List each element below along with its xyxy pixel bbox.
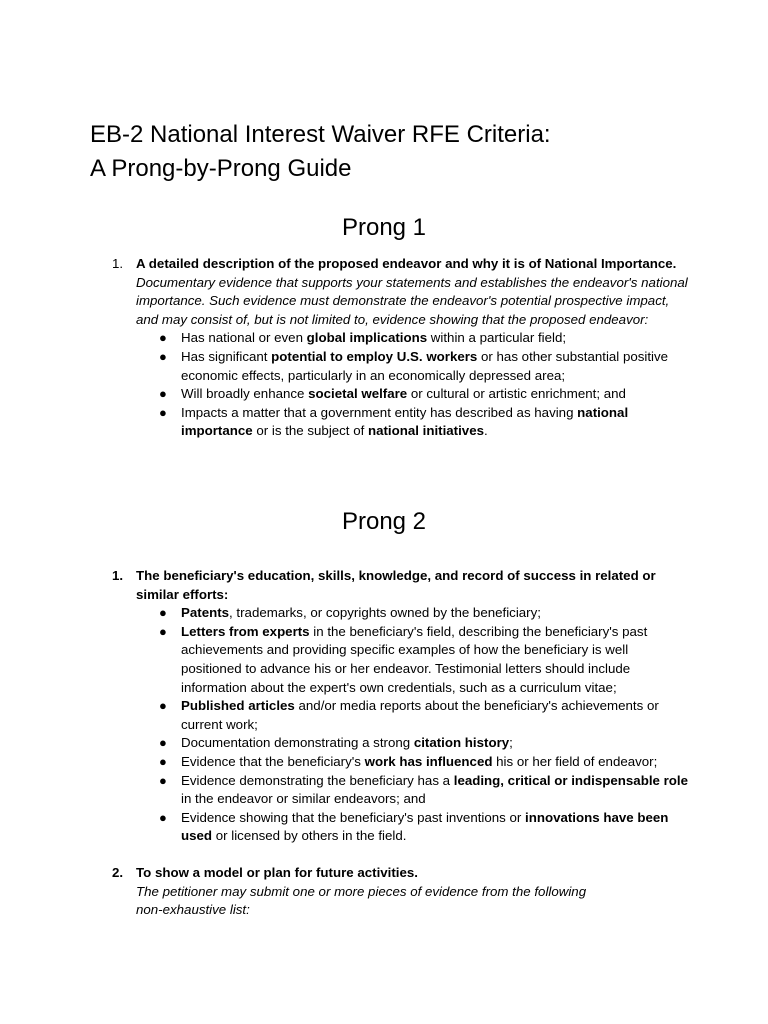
title-line-2: A Prong-by-Prong Guide [90,155,352,182]
bullet-icon: ● [159,753,167,769]
bullet-item: ● Published articles and/or media reports about the beneficiary's achievements or current work; [159,698,659,732]
prong-2-item-1 [112,567,692,846]
bullet-item: ● Evidence that the beneficiary's work has influenced his or her field of endeavor; [181,753,692,772]
prong-1-heading: Prong 1 [341,214,427,241]
title-line-1: EB-2 National Interest Waiver RFE Criteria: [90,121,551,148]
list-number: 1. [112,256,124,271]
prong-2-list [112,567,692,920]
bullet-icon: ● [159,386,167,402]
bullet-icon: ● [159,772,167,788]
bullet-icon: ● [159,623,167,639]
item-lead: The beneficiary's education, skills, knowledge, and record of success in related or similar efforts: [136,568,656,602]
bullet-icon: ● [159,605,167,621]
prong-2-item-2 [112,864,692,920]
bullet-icon: ● [159,735,167,751]
bullet-icon: ● [159,404,167,420]
item-lead: To show a model or plan for future activities. [136,864,418,880]
item-description: Documentary evidence that supports your statements and establishes the endeavor's national importance. Such evidence must demonstrate the endeavor's potential prospective impact, and may consist of, but is not limited to, evidence showing that the proposed endeavor: [136,274,688,327]
list-number: 1. [112,568,124,583]
bullet-item: ● Evidence showing that the beneficiary's past inventions or innovations have been used or licensed by others in the field. [159,809,669,844]
bullet-list [136,604,692,846]
bullet-icon: ● [159,809,167,825]
prong-2-heading: Prong 2 [341,508,427,535]
prong-1-list [112,255,692,441]
bullet-icon: ● [159,698,167,714]
bullet-icon: ● [159,348,167,364]
bullet-item: ● Has significant potential to employ U.S. workers or has other substantial positive economic effects, particularly in an economically depressed area; [159,348,669,383]
bullet-item: ● Evidence demonstrating the beneficiary has a leading, critical or indispensable role in the endeavor or similar endeavors; and [159,772,688,807]
document-title [90,118,551,186]
bullet-list [136,329,692,441]
bullet-item: ● Letters from experts in the beneficiary's field, describing the beneficiary's past achievements and providing specific examples of how the beneficiary is well positioned to advance his or her endeavor. Testimonial letters should include information about the expert's own credentials, such as a curriculum vitae; [159,623,648,695]
bullet-icon: ● [159,330,167,346]
bullet-item: ● Will broadly enhance societal welfare or cultural or artistic enrichment; and [181,385,692,404]
bullet-item: ● Impacts a matter that a government entity has described as having national importance or is the subject of national initiatives. [159,404,629,439]
prong-1-item-1 [112,255,692,441]
item-lead: A detailed description of the proposed endeavor and why it is of National Importance. [136,256,677,271]
bullet-item: ● Patents, trademarks, or copyrights owned by the beneficiary; [181,604,692,623]
item-description-line-1: The petitioner may submit one or more pieces of evidence from the following [136,883,587,899]
bullet-item: ● Documentation demonstrating a strong citation history; [181,734,692,753]
item-description-line-2: non-exhaustive list: [136,902,250,918]
list-number: 2. [112,864,124,880]
bullet-item: ● Has national or even global implications within a particular field; [181,329,692,348]
